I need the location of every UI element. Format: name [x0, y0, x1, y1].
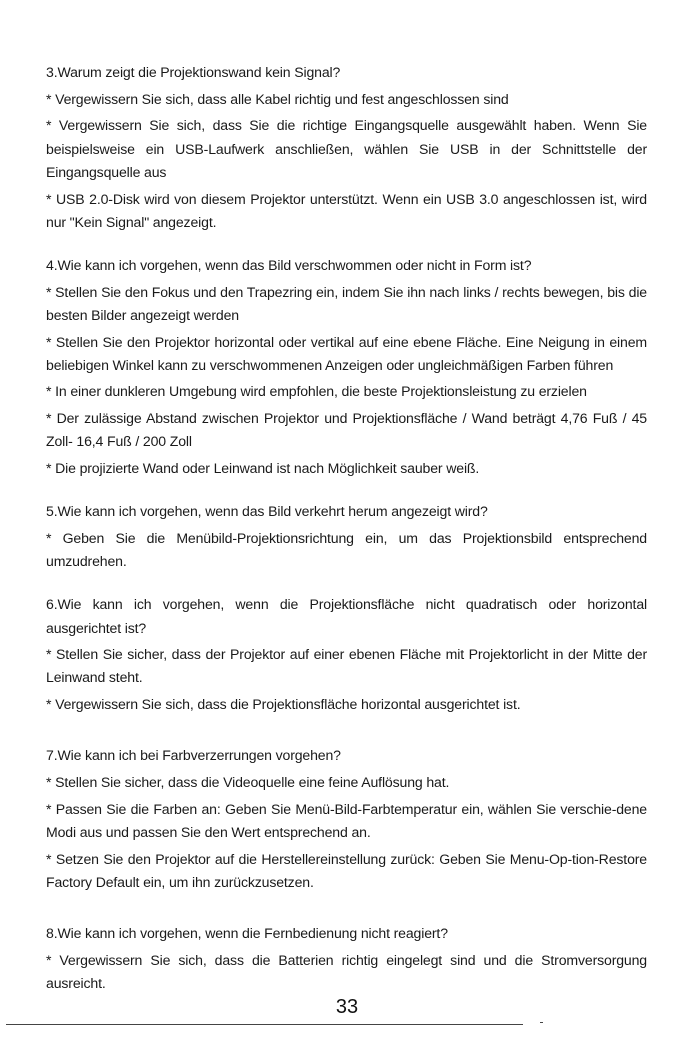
faq-bullet: * Geben Sie die Menübild-Projektionsrichtung ein, um das Projektionsbild entsprechend umzudrehen. — [46, 529, 647, 570]
faq-question: 4.Wie kann ich vorgehen, wenn das Bild verschwommen oder nicht in Form ist? — [46, 256, 532, 273]
faq-bullet: * Vergewissern Sie sich, dass alle Kabel richtig und fest angeschlossen sind — [46, 90, 509, 107]
faq-section-5 — [46, 500, 647, 573]
faq-section-7 — [46, 744, 647, 894]
faq-question: 5.Wie kann ich vorgehen, wenn das Bild verkehrt herum angezeigt wird? — [46, 503, 488, 520]
faq-bullet: * Passen Sie die Farben an: Geben Sie Menü-Bild-Farbtemperatur ein, wählen Sie verschie-dene Modi aus und passen Sie den Wert entsprechend an. — [46, 800, 647, 840]
faq-bullet: * In einer dunkleren Umgebung wird empfohlen, die beste Projektionsleistung zu erzielen — [46, 383, 587, 400]
page-number: 33 — [335, 996, 359, 1018]
faq-section-8 — [46, 922, 647, 995]
faq-bullet: * USB 2.0-Disk wird von diesem Projektor unterstützt. Wenn ein USB 3.0 angeschlossen ist, wird nur "Kein Signal" angezeigt. — [46, 190, 647, 230]
faq-section-6 — [46, 593, 647, 716]
footer-mark — [540, 1022, 543, 1023]
footer-divider — [6, 1024, 523, 1025]
faq-section-3 — [46, 61, 647, 234]
faq-bullet: * Setzen Sie den Projektor auf die Herstellereinstellung zurück: Geben Sie Menu-Op-tion-Restore Factory Default ein, um ihn zurückzusetzen. — [46, 850, 647, 890]
faq-question: 8.Wie kann ich vorgehen, wenn die Fernbedienung nicht reagiert? — [46, 925, 448, 942]
faq-question: 3.Warum zeigt die Projektionswand kein Signal? — [46, 64, 341, 80]
faq-bullet: * Stellen Sie sicher, dass der Projektor auf einer ebenen Fläche mit Projektorlicht in der Mitte der Leinwand steht. — [46, 646, 647, 686]
faq-bullet: * Stellen Sie sicher, dass die Videoquelle eine feine Auflösung hat. — [46, 774, 450, 791]
faq-bullet: * Vergewissern Sie sich, dass die Batterien richtig eingelegt sind und die Stromversorgung ausreicht. — [46, 951, 647, 991]
faq-bullet: * Vergewissern Sie sich, dass Sie die richtige Eingangsquelle ausgewählt haben. Wenn Sie beispielsweise ein USB-Laufwerk anschließen, wählen Sie USB in der Schnittstelle der Eingangsquelle aus — [46, 117, 647, 180]
faq-bullet: * Stellen Sie den Fokus und den Trapezring ein, indem Sie ihn nach links / rechts bewegen, bis die besten Bilder angezeigt werden — [46, 283, 647, 323]
faq-bullet: * Die projizierte Wand oder Leinwand ist nach Möglichkeit sauber weiß. — [46, 460, 480, 477]
faq-question: 7.Wie kann ich bei Farbverzerrungen vorgehen? — [46, 747, 341, 764]
faq-question: 6.Wie kann ich vorgehen, wenn die Projektionsfläche nicht quadratisch oder horizontal ausgerichtet ist? — [46, 596, 647, 636]
faq-bullet: * Vergewissern Sie sich, dass die Projektionsfläche horizontal ausgerichtet ist. — [46, 696, 521, 713]
faq-content — [46, 61, 647, 1015]
faq-section-4 — [46, 254, 647, 480]
faq-bullet: * Stellen Sie den Projektor horizontal oder vertikal auf eine ebene Fläche. Eine Neigung in einem beliebigen Winkel kann zu verschwommenen Anzeigen oder ungleichmäßigen Farben führen — [46, 333, 647, 373]
faq-bullet: * Der zulässige Abstand zwischen Projektor und Projektionsfläche / Wand beträgt 4,76 Fuß / 45 Zoll- 16,4 Fuß / 200 Zoll — [46, 410, 647, 450]
